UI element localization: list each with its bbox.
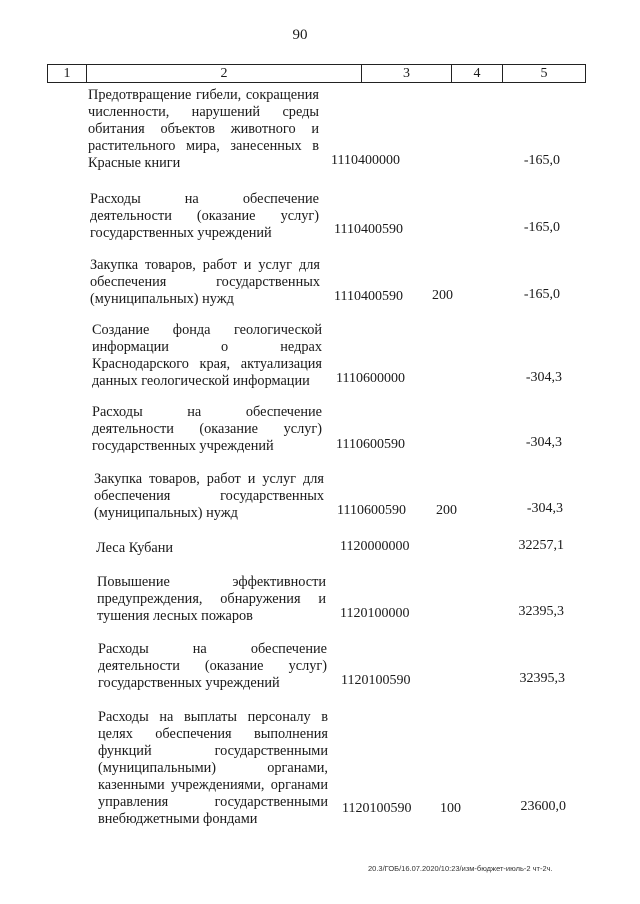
row-code: 1110600590 (336, 437, 405, 452)
row-sum: -165,0 (523, 153, 560, 168)
row-code: 1120100000 (340, 606, 410, 621)
row-name: Закупка товаров, работ и услуг для обеспечения государственных (муниципальных) нужд (90, 257, 320, 307)
row-sum: 23600,0 (520, 799, 566, 814)
row-sum: -165,0 (523, 220, 560, 235)
row-kind: 200 (432, 288, 453, 303)
row-sum: -304,3 (525, 370, 562, 385)
document-footer: 20.3/ГОБ/16.07.2020/10:23/изм-бюджет-июль-2 чт-2ч. (368, 864, 553, 873)
row-name: Закупка товаров, работ и услуг для обеспечения государственных (муниципальных) нужд (94, 471, 324, 521)
row-sum: 32257,1 (518, 538, 564, 553)
row-code: 1120000000 (340, 539, 410, 554)
header-col-1: 1 (63, 66, 71, 81)
row-name: Повышение эффективности предупреждения, обнаружения и тушения лесных пожаров (97, 574, 326, 624)
row-code: 1120100590 (342, 801, 412, 816)
row-name: Расходы на обеспечение деятельности (оказание услуг) государственных учреждений (92, 404, 322, 454)
row-sum: -304,3 (525, 435, 562, 450)
row-kind: 200 (436, 503, 457, 518)
table-header (47, 64, 586, 83)
row-code: 1110600000 (336, 371, 405, 386)
row-code: 1110400000 (331, 153, 400, 168)
header-col-4: 4 (473, 66, 481, 81)
row-sum: -304,3 (526, 501, 563, 516)
page-number: 90 (292, 27, 308, 43)
row-name: Расходы на обеспечение деятельности (оказание услуг) государственных учреждений (98, 641, 327, 691)
row-name: Леса Кубани (96, 540, 174, 556)
row-name: Расходы на обеспечение деятельности (оказание услуг) государственных учреждений (90, 191, 319, 241)
header-col-5: 5 (540, 66, 548, 81)
row-kind: 100 (440, 801, 461, 816)
header-col-3: 3 (403, 66, 410, 81)
row-code: 1110600590 (337, 503, 406, 518)
row-code: 1110400590 (334, 289, 403, 304)
header-col-2: 2 (220, 66, 228, 81)
row-name: Предотвращение гибели, сокращения численности, нарушений среды обитания объектов животного и растительного мира, занесенных в Красные книги (88, 87, 319, 171)
row-name: Расходы на выплаты персоналу в целях обеспечения выполнения функций государственными (муниципальными) органами, казенными учреждениями, органами управления государственными внебюджетными фондами (98, 709, 328, 827)
row-sum: 32395,3 (518, 604, 564, 619)
row-sum: -165,0 (523, 287, 560, 302)
row-name: Создание фонда геологической информации о недрах Краснодарского края, актуализация данных геологической информации (92, 322, 322, 389)
row-code: 1110400590 (334, 222, 403, 237)
row-sum: 32395,3 (519, 671, 565, 686)
row-code: 1120100590 (341, 673, 411, 688)
